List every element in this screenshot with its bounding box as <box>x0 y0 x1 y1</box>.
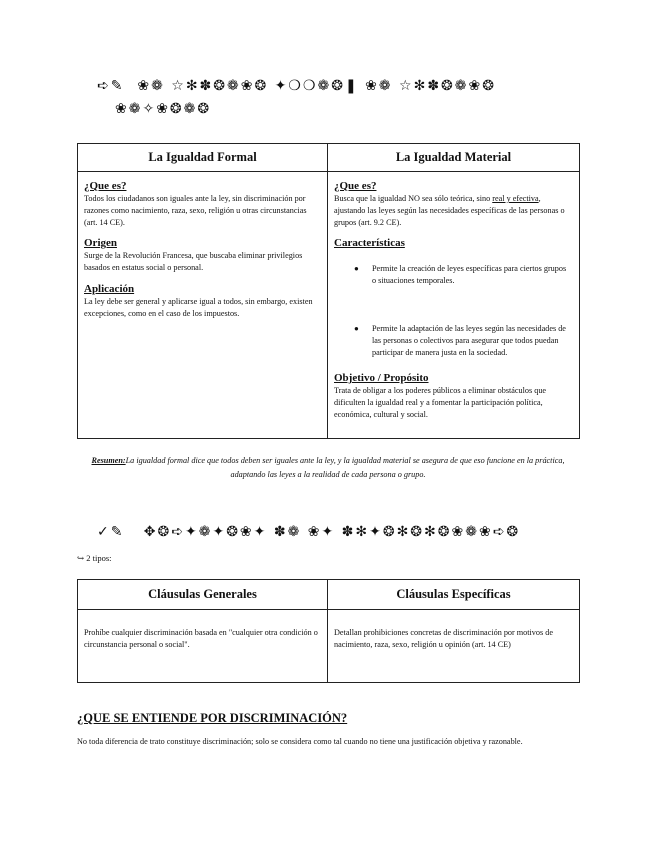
formal-aplicacion-text: La ley debe ser general y aplicarse igual a todos, sin embargo, existen excepciones, como en el caso de los impuestos. <box>84 296 313 318</box>
especificas-text: Detallan prohibiciones concretas de discriminación por motivos de nacimiento, raza, sexo, religión u opinión (art. 14 CE) <box>334 628 553 649</box>
caracteristicas-list <box>334 263 573 358</box>
bullet-icon: ● <box>354 264 359 274</box>
material-objetivo-text: Trata de obligar a los poderes públicos a eliminar obstáculos que dificulten la igualdad real y a fomentar la participación política, económica, cultural y social. <box>334 386 547 419</box>
formal-cell <box>78 172 328 439</box>
section-2-heading: ✓✎ ✥❂➪✦❁✦❂❀✦ ✽❁ ❀✦ ✽✻✦❂✻❂✻❂❀❁❀➪❂ <box>97 524 521 540</box>
formal-que-es-text: Todos los ciudadanos son iguales ante la ley, sin discriminación por razones como nacimiento, raza, sexo, religión u otras circunstancias (art. 14 CE). <box>84 194 307 227</box>
list-item: ● Permite la adaptación de las leyes según las necesidades de las personas o colectivos para asegurar que todos puedan participar de manera justa en la sociedad. <box>354 323 566 357</box>
formal-aplicacion-title: Aplicación <box>84 282 135 295</box>
material-objetivo-title: Objetivo / Propósito <box>334 372 429 385</box>
material-cell <box>328 172 580 439</box>
summary-label: Resumen: <box>91 456 126 465</box>
material-column-header: La Igualdad Material <box>328 144 580 172</box>
material-que-es-title: ¿Que es? <box>334 180 377 192</box>
formal-origen-text: Surge de la Revolución Francesa, que buscaba eliminar privilegios basados en estatus social o personal. <box>84 251 303 273</box>
especificas-cell <box>328 610 580 683</box>
clausulas-table <box>77 579 580 683</box>
tipos-label: ↪ 2 tipos: <box>77 553 112 563</box>
bullet-icon: ● <box>354 323 359 333</box>
especificas-column-header: Cláusulas Específicas <box>328 580 580 610</box>
igualdad-comparison-table <box>77 143 580 439</box>
discriminacion-text: No toda diferencia de trato constituye discriminación; solo se considera como tal cuando no tiene una justificación objetiva y razonable. <box>77 737 523 746</box>
generales-cell <box>78 610 328 683</box>
material-caracteristicas-title: Características <box>334 237 405 250</box>
section-1-heading: ➪✎ ❀❁ ☆✻✽❂❁❀❂ ✦❍❍❁❂❚ ❀❁ ☆✻✽❂❁❀❂ <box>97 78 496 94</box>
formal-que-es-title: ¿Que es? <box>84 180 127 192</box>
summary-paragraph <box>77 454 579 482</box>
section-1-heading-continued: ❀❁✧❀❂❁❂ <box>115 101 212 117</box>
list-item: ● Permite la creación de leyes específicas para ciertos grupos o situaciones temporales. <box>354 264 567 286</box>
formal-column-header: La Igualdad Formal <box>78 144 328 172</box>
discriminacion-title: ¿QUE SE ENTIENDE POR DISCRIMINACIÓN? <box>77 711 348 725</box>
generales-column-header: Cláusulas Generales <box>78 580 328 610</box>
generales-text: Prohíbe cualquier discriminación basada en "cualquier otra condición o circunstancia personal o social". <box>84 628 318 649</box>
formal-origen-title: Origen <box>84 237 117 250</box>
real-y-efectiva-link: real y efectiva <box>492 194 539 203</box>
summary-text: La igualdad formal dice que todos deben ser iguales ante la ley, y la igualdad material se asegura de que eso funcione en la práctica, adaptando las leyes a la realidad de cada persona o grupo. <box>125 456 565 479</box>
material-que-es-text: Busca que la igualdad NO sea sólo teórica, sino real y efectiva, ajustando las leyes según las necesidades específicas de las personas o grupos (art. 9.2 CE). <box>334 194 565 227</box>
